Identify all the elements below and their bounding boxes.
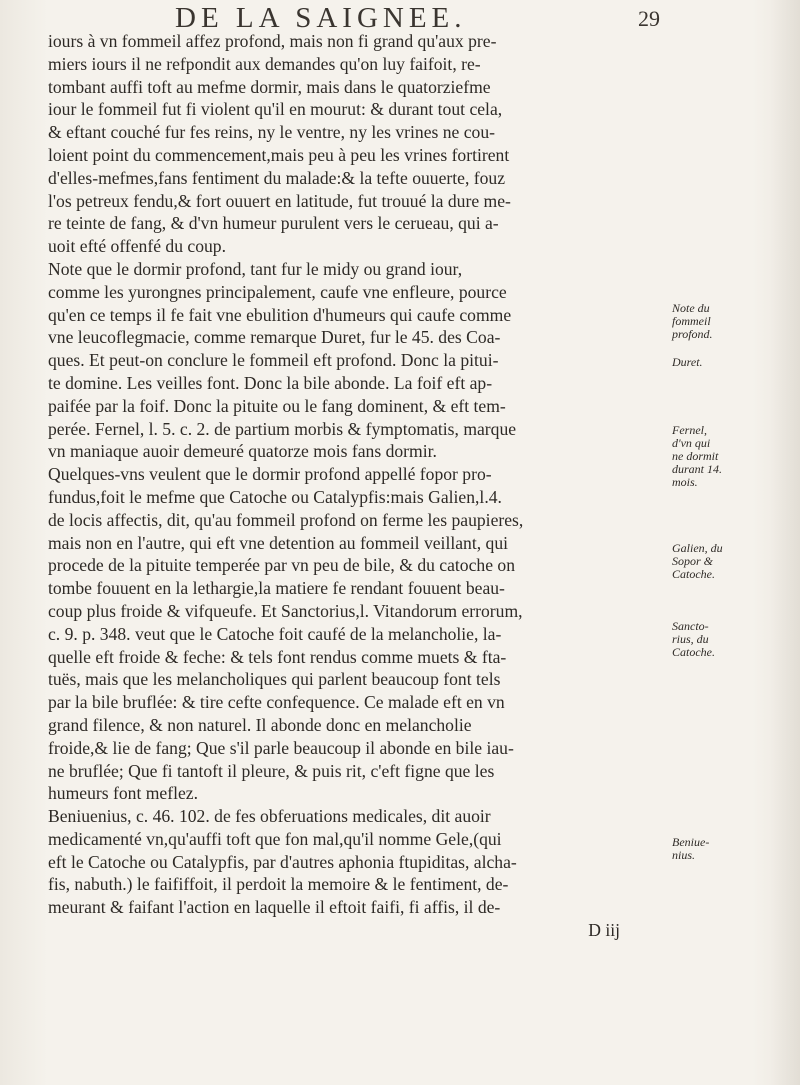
marginal-note-line: Beniue- [672,835,710,849]
marginal-note-line: fommeil [672,314,711,328]
text-line: Note que le dormir profond, tant fur le midy ou grand iour, [48,258,463,279]
text-line: tuës, mais que les melancholiques qui parlent beaucoup font tels [48,669,501,690]
text-line: iours à vn fommeil affez profond, mais non fi grand qu'aux pre- [48,31,497,51]
marginal-note-line: Note du [672,301,710,315]
text-line: uoit efté offenfé du coup. [48,236,226,257]
text-line: par la bile bruflée: & tire cefte confequence. Ce malade eft en vn [48,692,505,713]
body-text [48,30,660,942]
text-line: perée. Fernel, l. 5. c. 2. de partium morbis & fymptomatis, marque [48,418,517,439]
marginal-note-line: Catoche. [672,645,715,659]
marginal-note-line: Sopor & [672,554,714,568]
text-line: paifée par la foif. Donc la pituite ou le fang dominent, & eft tem- [48,395,506,416]
page-number: 29 [638,6,660,31]
text-line: & eftant couché fur fes reins, ny le ventre, ny les vrines ne cou- [48,122,496,143]
text-line: ne bruflée; Que fi tantoft il pleure, & puis rit, c'eft figne que les [48,760,495,781]
text-line: c. 9. p. 348. veut que le Catoche foit caufé de la melancholie, la- [48,623,502,644]
text-line: vn maniaque auoir demeuré quatorze mois fans dormir. [48,441,437,462]
text-line: l'os petreux fendu,& fort ouuert en latitude, fut trouué la dure me- [48,190,511,211]
text-line: d'elles-mefmes,fans fentiment du malade:& la tefte ouuerte, fouz [48,167,506,188]
text-line: fis, nabuth.) le faififfoit, il perdoit la memoire & le fentiment, de- [48,874,509,895]
marginal-note-galien [672,542,782,581]
text-line: meurant & faifant l'action en laquelle il eftoit faifi, fi affis, il de- [48,897,501,918]
text-line: loient point du commencement,mais peu à peu les vrines fortirent [48,144,510,165]
marginal-note-sanctorius [672,620,782,659]
text-line: humeurs font meflez. [48,783,198,804]
marginal-note-duret [672,356,782,369]
text-line: re teinte de fang, & d'vn humeur purulent vers le cerueau, qui a- [48,213,499,234]
signature-mark: D iij [588,920,620,941]
marginal-note-line: profond. [672,327,713,341]
running-title: DE LA SAIGNEE. [175,2,467,34]
marginal-note-fernel [672,424,782,489]
text-line: procede de la pituite temperée par vn peu de bile, & du catoche on [48,555,516,576]
marginal-note-line: Catoche. [672,567,715,581]
text-line: mais non en l'autre, qui eft vne detention au fommeil veillant, qui [48,532,508,553]
text-line: coup plus froide & vifqueufe. Et Sanctorius,l. Vitandorum errorum, [48,600,523,621]
marginal-note-line: d'vn qui [672,436,711,450]
marginal-note-line: nius. [672,848,696,862]
text-line: fundus,foit le mefme que Catoche ou Catalypfis:mais Galien,l.4. [48,486,502,507]
marginal-note-line: Galien, du [672,541,723,555]
marginal-note-sleep [672,302,782,341]
marginal-note-beniuenius [672,836,782,862]
text-line: grand filence, & non naturel. Il abonde donc en melancholie [48,714,472,735]
marginal-note-line: mois. [672,475,698,489]
text-line: miers iours il ne refpondit aux demandes qu'on luy faifoit, re- [48,53,481,74]
text-line: ques. Et peut-on conclure le fommeil eft profond. Donc la pitui- [48,350,499,371]
marginal-note-line: rius, du [672,632,709,646]
text-line: Beniuenius, c. 46. 102. de fes obferuations medicales, dit auoir [48,806,491,827]
page-edge-shadow [770,0,800,1085]
marginal-note-line: durant 14. [672,462,723,476]
text-line: iour le fommeil fut fi violent qu'il en mourut: & durant tout cela, [48,99,503,120]
text-line: comme les yurongnes principalement, caufe vne enfleure, pource [48,281,507,302]
text-line: de locis affectis, dit, qu'au fommeil profond on ferme les paupieres, [48,509,524,530]
text-line: medicamenté vn,qu'auffi toft que fon mal,qu'il nomme Gele,(qui [48,828,502,849]
text-line: vne leucoflegmacie, comme remarque Duret, fur le 45. des Coa- [48,327,501,348]
text-line: te domine. Les veilles font. Donc la bile abonde. La foif eft ap- [48,372,493,393]
text-line: Quelques-vns veulent que le dormir profond appellé fopor pro- [48,464,492,485]
marginal-note-line: Sancto- [672,619,709,633]
text-line: eft le Catoche ou Catalypfis, par d'autres aphonia ftupiditas, alcha- [48,851,517,872]
marginal-note-line: Fernel, [672,423,707,437]
text-line: tombe fouuent en la lethargie,la matiere fe rendant fouuent beau- [48,578,505,599]
text-line: tombant auffi toft au mefme dormir, mais dans le quatorziefme [48,76,491,97]
marginal-note-line: ne dormit [672,449,719,463]
text-line: froide,& lie de fang; Que s'il parle beaucoup il abonde en bile iau- [48,737,514,758]
marginal-note-line: Duret. [672,355,703,369]
text-line: qu'en ce temps il fe fait vne ebulition d'humeurs qui caufe comme [48,304,512,325]
text-line: quelle eft froide & feche: & tels font rendus comme muets & fta- [48,646,507,667]
